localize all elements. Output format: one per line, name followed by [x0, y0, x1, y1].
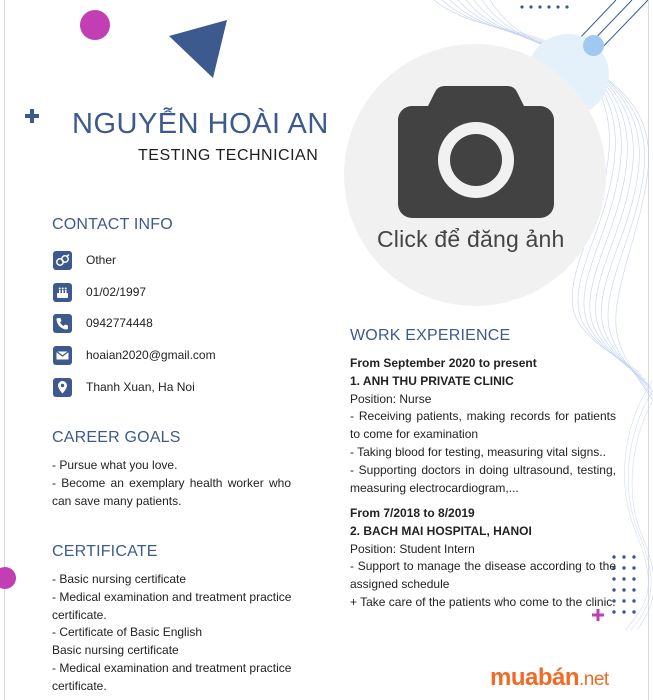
career-goals-heading: CAREER GOALS	[52, 429, 181, 446]
birthday-value: 01/02/1997	[86, 285, 147, 299]
pink-dot-decoration	[80, 10, 110, 40]
candidate-name: NGUYỄN HOÀI AN	[72, 108, 329, 140]
dots-decoration-top	[518, 3, 578, 11]
certificate-item: - Basic nursing certificate	[52, 572, 187, 586]
logo-brand: muabán	[490, 664, 580, 691]
certificate-list	[52, 571, 294, 696]
job-period: From September 2020 to present	[350, 356, 537, 370]
certificate-item: - Medical examination and treatment practice certificate.	[52, 589, 292, 622]
work-experience-heading: WORK EXPERIENCE	[350, 327, 511, 344]
job-duty: - Receiving patients, making records for patients to come for examination	[350, 409, 616, 442]
job-duty: - Support to manage the disease according to the assigned schedule	[350, 559, 616, 592]
email-value: hoaian2020@gmail.com	[86, 348, 216, 362]
job-duty: - Supporting doctors in doing ultrasound, testing, measuring electrocardiogram,...	[350, 462, 616, 495]
job-duty: - Taking blood for testing, measuring vital signs..	[350, 444, 606, 459]
blue-triangle-decoration	[165, 18, 231, 80]
phone-value: 0942774448	[86, 316, 153, 330]
address-value: Thanh Xuan, Ha Noi	[86, 380, 195, 394]
contact-gender	[53, 250, 116, 270]
contact-phone	[53, 313, 153, 333]
camera-icon[interactable]	[398, 82, 554, 218]
location-icon	[53, 378, 72, 397]
certificate-item: - Medical examination and treatment practice certificate.	[52, 660, 292, 693]
certificate-heading: CERTIFICATE	[52, 543, 158, 560]
job-title: TESTING TECHNICIAN	[138, 147, 319, 164]
contact-birthday	[53, 282, 146, 302]
blue-dot-decoration	[583, 35, 604, 56]
gender-value: Other	[86, 253, 117, 267]
photo-upload-caption[interactable]: Click để đăng ảnh	[377, 226, 565, 252]
muaban-logo	[490, 664, 609, 692]
birthday-cake-icon	[53, 283, 72, 302]
certificate-item: - Certificate of Basic English	[52, 625, 203, 640]
career-goal-line: - Become an exemplary health worker who can save many patients.	[52, 475, 291, 508]
job-entry-1	[350, 355, 616, 497]
job-entry-2	[350, 505, 616, 612]
job-position: Position: Student Intern	[350, 541, 475, 556]
job-employer: 1. ANH THU PRIVATE CLINIC	[350, 373, 514, 388]
job-position: Position: Nurse	[350, 391, 432, 406]
gender-icon	[53, 251, 72, 270]
email-icon	[53, 346, 72, 365]
job-period: From 7/2018 to 8/2019	[350, 506, 475, 520]
plus-decoration	[24, 108, 40, 124]
contact-info-heading: CONTACT INFO	[52, 216, 173, 233]
career-goals-text	[52, 457, 291, 510]
job-employer: 2. BACH MAI HOSPITAL, HANOI	[350, 523, 532, 538]
contact-email	[53, 345, 216, 365]
contact-address	[53, 377, 195, 397]
certificate-item: Basic nursing certificate	[52, 643, 179, 658]
phone-icon	[53, 314, 72, 333]
career-goal-line: - Pursue what you love.	[52, 458, 178, 472]
logo-tld: .net	[579, 669, 609, 690]
job-duty: + Take care of the patients who come to the clinic.	[350, 594, 616, 609]
